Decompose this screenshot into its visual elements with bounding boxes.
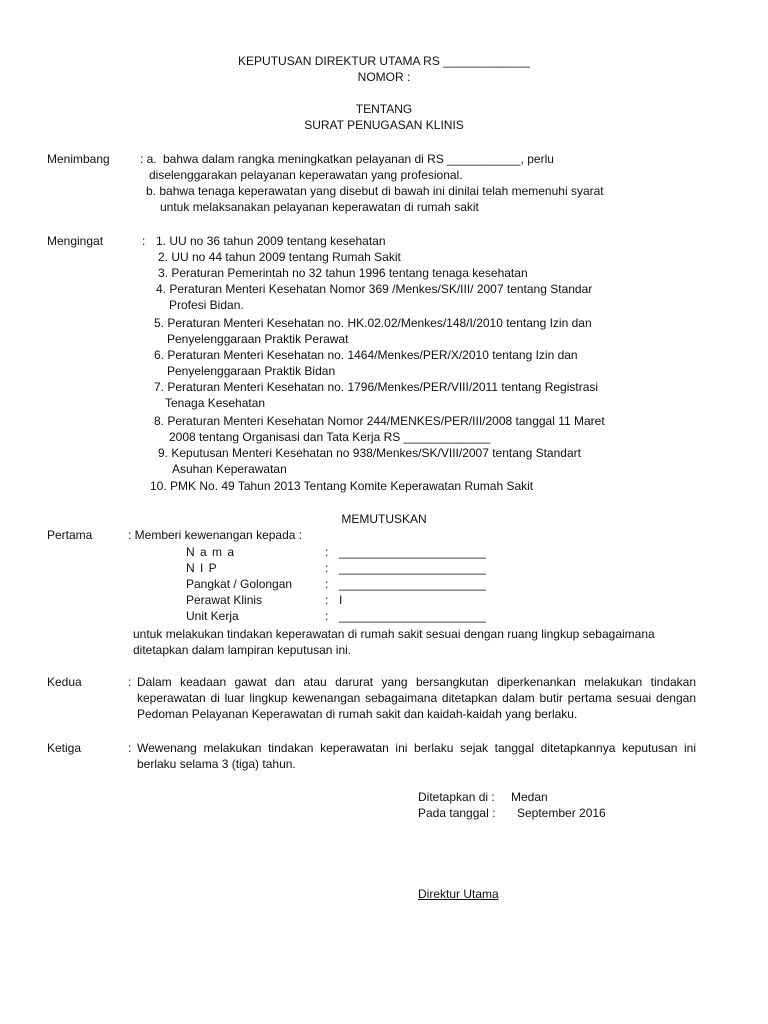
mengingat-item: 3. Peraturan Pemerintah no 32 tahun 1996 tentang tenaga kesehatan	[158, 266, 528, 280]
document-title: KEPUTUSAN DIREKTUR UTAMA RS _____________	[238, 54, 530, 68]
field-value: I	[339, 593, 343, 607]
mengingat-item: 8. Peraturan Menteri Kesehatan Nomor 244/MENKES/PER/III/2008 tanggal 11 Maret	[154, 414, 605, 428]
field-label: Perawat Klinis	[186, 593, 263, 607]
pertama-closing-line2: ditetapkan dalam lampiran keputusan ini.	[133, 643, 352, 657]
ketiga-colon: :	[128, 741, 132, 755]
menimbang-b-line1: b. bahwa tenaga keperawatan yang disebut di bawah ini dinilai telah memenuhi syarat	[146, 184, 604, 198]
ketiga-text: Wewenang melakukan tindakan keperawatan ini berlaku sejak tanggal ditetapkannya keputusan ini berlaku selama 3 (tiga) tahun.	[137, 741, 696, 771]
field-value: ______________________	[339, 561, 486, 575]
document-subject: SURAT PENUGASAN KLINIS	[304, 118, 464, 132]
field-value: ______________________	[339, 545, 486, 559]
menimbang-a-line1: bahwa dalam rangka meningkatkan pelayanan di RS ___________, perlu	[163, 152, 554, 166]
ditetapkan-label: Ditetapkan di :	[418, 790, 495, 804]
mengingat-item: Asuhan Keperawatan	[172, 462, 287, 476]
pertama-label: Pertama	[47, 528, 93, 542]
tentang-heading: TENTANG	[355, 102, 413, 116]
mengingat-item: 5. Peraturan Menteri Kesehatan no. HK.02.02/Menkes/148/I/2010 tentang Izin dan	[154, 316, 592, 330]
menimbang-a-line2: diselenggarakan pelayanan keperawatan yang profesional.	[149, 168, 463, 182]
mengingat-item: 6. Peraturan Menteri Kesehatan no. 1464/Menkes/PER/X/2010 tentang Izin dan	[154, 348, 578, 362]
kedua-text: Dalam keadaan gawat dan atau darurat yang bersangkutan diperkenankan melakukan tindakan keperawatan di luar lingkup kewenangan sebagaimana ditetapkan dalam butir pertama sesuai dengan Pedoman Pelayanan Keperawatan di rumah sakit dan kaidah-kaidah yang berlaku.	[137, 675, 696, 721]
memutuskan-heading: MEMUTUSKAN	[341, 512, 427, 526]
signatory-title: Direktur Utama	[418, 887, 499, 901]
field-value: ______________________	[339, 577, 486, 591]
tanggal-value: September 2016	[517, 806, 606, 820]
pertama-intro: : Memberi kewenangan kepada :	[128, 528, 303, 542]
field-label: N I P	[186, 561, 218, 575]
tanggal-label: Pada tanggal :	[418, 806, 496, 820]
mengingat-item: 7. Peraturan Menteri Kesehatan no. 1796/Menkes/PER/VIII/2011 tentang Registrasi	[154, 380, 599, 394]
document-number: NOMOR :	[357, 70, 411, 84]
field-colon: :	[325, 577, 329, 591]
mengingat-item: Penyelenggaraan Praktik Perawat	[167, 332, 349, 346]
field-colon: :	[325, 545, 329, 559]
kedua-colon: :	[128, 675, 132, 689]
field-colon: :	[325, 593, 329, 607]
mengingat-item: 4. Peraturan Menteri Kesehatan Nomor 369 /Menkes/SK/III/ 2007 tentang Standar	[156, 282, 593, 296]
field-label: N a m a	[186, 545, 236, 559]
mengingat-colon: :	[142, 234, 146, 248]
mengingat-item: Penyelenggaraan Praktik Bidan	[167, 364, 336, 378]
mengingat-item: 1. UU no 36 tahun 2009 tentang kesehatan	[156, 234, 386, 248]
mengingat-item: Profesi Bidan.	[169, 298, 244, 312]
mengingat-item: 10. PMK No. 49 Tahun 2013 Tentang Komite Keperawatan Rumah Sakit	[150, 479, 534, 493]
ditetapkan-value: Medan	[511, 790, 548, 804]
mengingat-item: Tenaga Kesehatan	[165, 396, 266, 410]
menimbang-colon: : a.	[140, 152, 157, 166]
mengingat-item: 2008 tentang Organisasi dan Tata Kerja RS _____________	[169, 430, 491, 444]
ketiga-label: Ketiga	[47, 741, 82, 755]
mengingat-item: 2. UU no 44 tahun 2009 tentang Rumah Sakit	[158, 250, 401, 264]
mengingat-label: Mengingat	[47, 234, 104, 248]
mengingat-item: 9. Keputusan Menteri Kesehatan no 938/Menkes/SK/VIII/2007 tentang Standart	[158, 446, 581, 460]
menimbang-label: Menimbang	[47, 152, 110, 166]
field-colon: :	[325, 609, 329, 623]
field-value: ______________________	[339, 609, 486, 623]
field-label: Pangkat / Golongan	[186, 577, 293, 591]
field-colon: :	[325, 561, 329, 575]
pertama-closing-line1: untuk melakukan tindakan keperawatan di rumah sakit sesuai dengan ruang lingkup sebagaimana	[133, 627, 655, 641]
field-label: Unit Kerja	[186, 609, 239, 623]
kedua-label: Kedua	[47, 675, 82, 689]
menimbang-b-line2: untuk melaksanakan pelayanan keperawatan di rumah sakit	[160, 200, 479, 214]
